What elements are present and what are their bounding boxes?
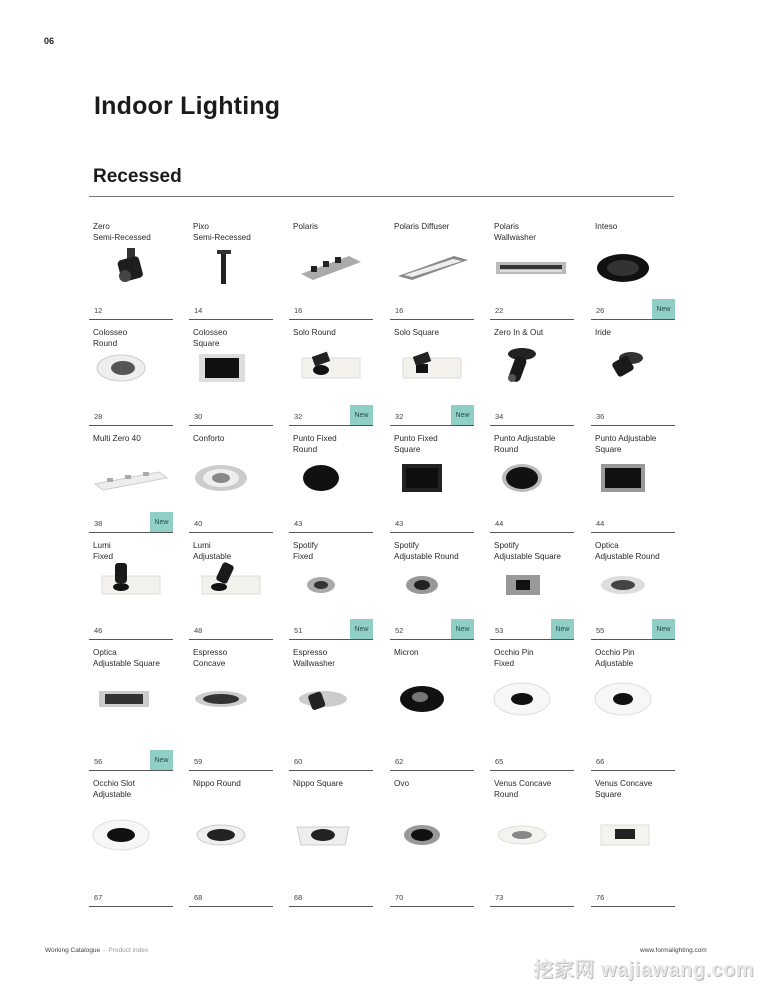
- product-page-number: 32: [294, 412, 303, 421]
- product-item[interactable]: [89, 319, 173, 426]
- product-page-number: 70: [395, 893, 404, 902]
- product-page-number: 68: [294, 893, 303, 902]
- product-item[interactable]: [390, 425, 474, 533]
- venus-square-icon: [591, 805, 675, 865]
- venus-round-icon: [490, 805, 574, 865]
- product-item[interactable]: [189, 319, 273, 426]
- product-name: Occhio Pin Adjustable: [595, 648, 635, 668]
- square-adjustable-cup-icon: [591, 453, 675, 503]
- small-square-spot-icon: [490, 560, 574, 610]
- product-name: Pixo Semi-Recessed: [193, 222, 251, 242]
- product-name: Spotify Adjustable Round: [394, 541, 459, 561]
- new-badge: New: [451, 405, 474, 425]
- product-page-number: 26: [596, 306, 605, 315]
- ovo-round-icon: [390, 805, 474, 865]
- product-page-number: 43: [294, 519, 303, 528]
- product-page-number: 56: [94, 757, 103, 766]
- product-item[interactable]: [390, 639, 474, 771]
- product-name: Iride: [595, 328, 611, 337]
- plaster-adjustable-spot-icon: [189, 560, 273, 610]
- product-page-number: 60: [294, 757, 303, 766]
- product-name: Punto Adjustable Square: [595, 434, 657, 454]
- product-item[interactable]: [390, 770, 474, 907]
- spot-cylinder-icon: [89, 243, 173, 293]
- product-item[interactable]: [591, 532, 675, 640]
- product-name: Punto Fixed Square: [394, 434, 438, 454]
- new-badge: New: [451, 619, 474, 639]
- product-name: Colosseo Square: [193, 328, 228, 348]
- plaster-round-spot-icon: [289, 344, 373, 392]
- pendant-rod-icon: [189, 243, 273, 293]
- product-name: Polaris Wallwasher: [494, 222, 537, 242]
- product-item[interactable]: [490, 213, 574, 320]
- product-item[interactable]: [289, 532, 373, 640]
- product-name: Optica Adjustable Square: [93, 648, 160, 668]
- in-out-spot-icon: [490, 344, 574, 392]
- product-page-number: 30: [194, 412, 203, 421]
- product-item[interactable]: [390, 319, 474, 426]
- product-page-number: 38: [94, 519, 103, 528]
- micron-round-icon: [390, 669, 474, 729]
- product-page-number: 22: [495, 306, 504, 315]
- product-page-number: 28: [94, 412, 103, 421]
- section-divider: [89, 196, 674, 197]
- new-badge: New: [551, 619, 574, 639]
- watermark: 挖家网 wajiawang.com: [533, 959, 754, 981]
- round-white-tilt-icon: [89, 344, 173, 392]
- product-item[interactable]: [289, 213, 373, 320]
- product-item[interactable]: [490, 770, 574, 907]
- product-page-number: 36: [596, 412, 605, 421]
- pin-adjustable-disc-icon: [591, 669, 675, 729]
- product-name: Solo Square: [394, 328, 440, 337]
- product-name: Conforto: [193, 434, 225, 443]
- product-name: Occhio Slot Adjustable: [93, 779, 135, 799]
- product-item[interactable]: [591, 319, 675, 426]
- product-item[interactable]: [390, 532, 474, 640]
- product-item[interactable]: [189, 532, 273, 640]
- product-item[interactable]: [490, 532, 574, 640]
- product-item[interactable]: [189, 213, 273, 320]
- product-page-number: 55: [596, 626, 605, 635]
- product-page-number: 16: [294, 306, 303, 315]
- product-item[interactable]: [390, 213, 474, 320]
- product-name: Espresso Wallwasher: [293, 648, 336, 668]
- product-name: Zero In & Out: [494, 328, 544, 337]
- product-page-number: 44: [495, 519, 504, 528]
- product-name: Venus Concave Square: [595, 779, 653, 799]
- footer-separator: -: [103, 947, 106, 954]
- product-name: Zero Semi-Recessed: [93, 222, 151, 242]
- product-name: Lumi Fixed: [93, 541, 114, 561]
- product-item[interactable]: [591, 770, 675, 907]
- product-item[interactable]: [189, 770, 273, 907]
- product-item[interactable]: [591, 425, 675, 533]
- product-item[interactable]: [490, 319, 574, 426]
- product-page-number: 40: [194, 519, 203, 528]
- footer: [45, 947, 148, 954]
- product-page-number: 76: [596, 893, 605, 902]
- product-page-number: 34: [495, 412, 504, 421]
- product-page-number: 51: [294, 626, 303, 635]
- product-page-number: 68: [194, 893, 203, 902]
- round-black-downlight-icon: [591, 243, 675, 293]
- product-page-number: 32: [395, 412, 404, 421]
- product-name: Multi Zero 40: [93, 434, 141, 443]
- product-item[interactable]: [289, 639, 373, 771]
- nippo-square-icon: [289, 805, 373, 865]
- round-dark-cup-icon: [289, 453, 373, 503]
- product-name: Optica Adjustable Round: [595, 541, 660, 561]
- optica-square-icon: [89, 669, 173, 729]
- product-page-number: 53: [495, 626, 504, 635]
- nippo-round-icon: [189, 805, 273, 865]
- optica-round-icon: [591, 560, 675, 610]
- new-badge: New: [150, 750, 173, 770]
- small-round-adjustable-icon: [390, 560, 474, 610]
- product-name: Occhio Pin Fixed: [494, 648, 534, 668]
- concave-round-icon: [189, 669, 273, 729]
- footer-catalogue: Working Catalogue: [45, 947, 101, 954]
- wallwasher-scoop-icon: [289, 669, 373, 729]
- product-name: Lumi Adjustable: [193, 541, 232, 561]
- product-item[interactable]: [189, 425, 273, 533]
- product-name: Spotify Fixed: [293, 541, 319, 561]
- product-page-number: 14: [194, 306, 203, 315]
- new-badge: New: [350, 619, 373, 639]
- product-name: Colosseo Round: [93, 328, 128, 348]
- product-name: Micron: [394, 648, 419, 657]
- slot-disc-icon: [89, 805, 173, 865]
- product-page-number: 46: [94, 626, 103, 635]
- tilt-spot-icon: [591, 344, 675, 392]
- product-name: Polaris: [293, 222, 319, 231]
- silver-reflector-icon: [189, 453, 273, 503]
- product-name: Polaris Diffuser: [394, 222, 450, 231]
- product-item[interactable]: [189, 639, 273, 771]
- square-black-downlight-icon: [189, 344, 273, 392]
- product-name: Espresso Concave: [193, 648, 228, 668]
- round-adjustable-cup-icon: [490, 453, 574, 503]
- product-name: Punto Adjustable Round: [494, 434, 556, 454]
- new-badge: New: [652, 299, 675, 319]
- diffuser-panel-icon: [390, 243, 474, 293]
- footer-url[interactable]: www.formalighting.com: [640, 947, 707, 954]
- product-item[interactable]: [89, 532, 173, 640]
- wallwasher-bar-icon: [490, 243, 574, 293]
- small-round-spot-icon: [289, 560, 373, 610]
- product-item[interactable]: [89, 213, 173, 320]
- product-page-number: 12: [94, 306, 103, 315]
- product-page-number: 66: [596, 757, 605, 766]
- product-name: Inteso: [595, 222, 618, 231]
- product-item[interactable]: [289, 770, 373, 907]
- product-name: Nippo Round: [193, 779, 241, 788]
- product-name: Venus Concave Round: [494, 779, 552, 799]
- pin-fixed-disc-icon: [490, 669, 574, 729]
- multi-spot-bar-icon: [289, 243, 373, 293]
- plaster-fixed-spot-icon: [89, 560, 173, 610]
- product-page-number: 73: [495, 893, 504, 902]
- product-page-number: 43: [395, 519, 404, 528]
- product-name: Nippo Square: [293, 779, 344, 788]
- multi-plaster-icon: [89, 453, 173, 503]
- product-item[interactable]: [490, 639, 574, 771]
- product-page-number: 62: [395, 757, 404, 766]
- new-badge: New: [350, 405, 373, 425]
- product-item[interactable]: [89, 639, 173, 771]
- product-page-number: 65: [495, 757, 504, 766]
- product-name: Ovo: [394, 779, 410, 788]
- product-page-number: 67: [94, 893, 103, 902]
- product-page-number: 52: [395, 626, 404, 635]
- product-page-number: 44: [596, 519, 605, 528]
- section-title: Recessed: [93, 166, 182, 187]
- product-item[interactable]: [591, 213, 675, 320]
- product-item[interactable]: [490, 425, 574, 533]
- new-badge: New: [150, 512, 173, 532]
- product-item[interactable]: [289, 425, 373, 533]
- plaster-square-spot-icon: [390, 344, 474, 392]
- product-page-number: 16: [395, 306, 404, 315]
- product-item[interactable]: [89, 425, 173, 533]
- page-title: Indoor Lighting: [94, 92, 281, 120]
- page-number: 06: [44, 36, 55, 46]
- product-name: Punto Fixed Round: [293, 434, 337, 454]
- square-dark-cup-icon: [390, 453, 474, 503]
- footer-subtitle: Product index: [108, 947, 149, 954]
- product-item[interactable]: [89, 770, 173, 907]
- product-page-number: 48: [194, 626, 203, 635]
- product-name: Spotify Adjustable Square: [494, 541, 561, 561]
- product-page-number: 59: [194, 757, 203, 766]
- product-item[interactable]: [289, 319, 373, 426]
- product-name: Solo Round: [293, 328, 336, 337]
- new-badge: New: [652, 619, 675, 639]
- product-item[interactable]: [591, 639, 675, 771]
